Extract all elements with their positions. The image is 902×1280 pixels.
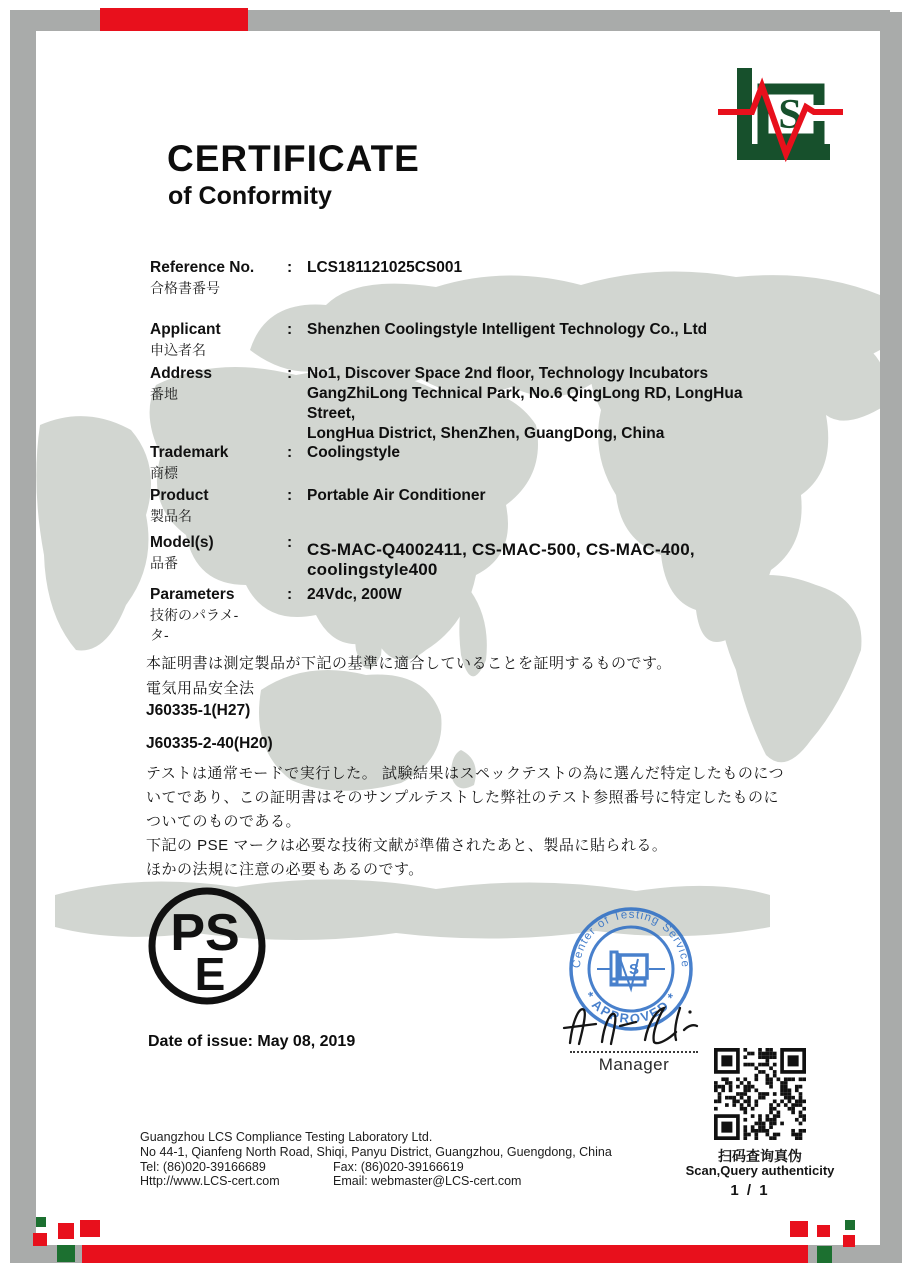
qr-code [714, 1048, 806, 1140]
deco-square-green-mid-left [57, 1245, 75, 1262]
footer-web: Http://www.LCS-cert.com [140, 1174, 280, 1188]
footer-company: Guangzhou LCS Compliance Testing Laboratory Ltd. [140, 1130, 433, 1144]
field-row-applicant [150, 320, 790, 360]
field-value-address [307, 364, 790, 444]
field-value-reference: LCS181121025CS001 [307, 259, 463, 276]
frame-right [880, 12, 902, 1263]
stamp-inner-letter: S [628, 961, 640, 978]
footer-address: No 44-1, Qianfeng North Road, Shiqi, Panyu District, Guangzhou, Guengdong, China [140, 1145, 612, 1159]
field-label: Applicant [150, 321, 221, 338]
pse-letters-ps: PS [170, 904, 240, 962]
deco-top-red-bar [100, 8, 248, 31]
field-value-parameters: 24Vdc, 200W [307, 586, 402, 603]
stamp-arc-top-text: Center of Testing Service [570, 908, 692, 969]
field-row-address [150, 364, 790, 444]
manager-signature [540, 988, 720, 1058]
deco-square-red-large-right [790, 1221, 808, 1237]
footer-tel: Tel: (86)020-39166689 [140, 1160, 266, 1174]
field-row-parameters [150, 585, 790, 645]
field-label: Model(s) [150, 534, 214, 551]
field-colon: : [287, 534, 293, 551]
qr-caption-zh: 扫码查询真伪 [718, 1148, 802, 1164]
standard-1: J60335-1(H27) [146, 702, 251, 719]
field-colon: : [287, 487, 293, 504]
field-row-models [150, 533, 790, 580]
deco-square-red-mid-right [817, 1225, 830, 1237]
certificate-title: CERTIFICATE [167, 138, 420, 179]
lcs-logo [700, 55, 890, 175]
field-colon: : [287, 259, 293, 276]
certificate-subtitle: of Conformity [168, 182, 332, 210]
field-label-ja-2: タ- [150, 627, 169, 643]
signature-role: Manager [598, 1055, 670, 1074]
deco-square-green-small-left [36, 1217, 46, 1227]
note-line-2: いてであり、この証明書はそのサンプルテストした弊社のテスト参照番号に特定したものに [146, 789, 779, 806]
footer-email: Email: webmaster@LCS-cert.com [333, 1174, 522, 1188]
address-line-2: GangZhiLong Technical Park, No.6 QingLong RD, LongHua Street, [307, 385, 743, 422]
deco-square-red-large-left [80, 1220, 100, 1237]
field-colon: : [287, 365, 293, 382]
field-colon: : [287, 444, 293, 461]
note-line-1: テストは通常モードで実行した。 試験結果はスペックテストの為に選んだ特定したものにつ [146, 765, 785, 782]
field-label-ja-1: 技術のパラメ- [150, 607, 239, 623]
field-label: Address [150, 365, 213, 382]
deco-square-red-small-left [33, 1233, 47, 1246]
field-label-ja: 合格書番号 [150, 280, 220, 296]
field-label: Parameters [150, 586, 235, 603]
frame-left [10, 10, 36, 1263]
field-label-ja: 申込者名 [150, 342, 206, 358]
note-line-3: ついてのものである。 [146, 813, 302, 830]
deco-bottom-red-band [82, 1245, 808, 1263]
standard-2: J60335-2-40(H20) [146, 735, 273, 752]
qr-caption-en: Scan,Query authenticity [685, 1163, 835, 1178]
signature-line [570, 1051, 698, 1053]
pse-letter-e: E [194, 948, 226, 1000]
note-line-4: 下記の PSE マークは必要な技術文献が準備されたあと、製品に貼られる。 [146, 837, 668, 854]
field-row-product [150, 486, 790, 526]
field-value-product: Portable Air Conditioner [307, 487, 486, 504]
qr-page-indicator: 1 / 1 [730, 1182, 770, 1199]
note-line-5: ほかの法規に注意の必要もあるのです。 [146, 861, 424, 878]
deco-square-red-small-right [843, 1235, 855, 1247]
field-label-ja: 製品名 [150, 508, 192, 524]
field-label-ja: 商標 [150, 465, 178, 481]
field-row-trademark [150, 443, 790, 483]
field-label: Reference No. [150, 259, 255, 276]
field-label-ja: 番地 [150, 386, 178, 402]
lcs-logo-letter-s: S [778, 92, 802, 138]
date-of-issue: Date of issue: May 08, 2019 [148, 1033, 356, 1050]
address-line-1: No1, Discover Space 2nd floor, Technology Incubators [307, 365, 709, 382]
pse-mark [146, 884, 270, 1010]
deco-square-green-small-right [845, 1220, 855, 1230]
deco-square-red-mid-left [58, 1223, 74, 1239]
field-label: Product [150, 487, 209, 504]
field-row-reference [150, 258, 790, 298]
field-value-applicant: Shenzhen Coolingstyle Intelligent Technology Co., Ltd [307, 321, 708, 338]
field-colon: : [287, 321, 293, 338]
footer-fax: Fax: (86)020-39166619 [333, 1160, 464, 1174]
statement-line-2: 電気用品安全法 [146, 680, 255, 697]
field-value-models: CS-MAC-Q4002411, CS-MAC-500, CS-MAC-400, coolingstyle400 [307, 540, 695, 579]
stamp-arc-bottom-text: * APPROVED * [581, 989, 681, 1027]
address-line-3: LongHua District, ShenZhen, GuangDong, China [307, 425, 665, 442]
field-value-trademark: Coolingstyle [307, 444, 401, 461]
field-label-ja: 品番 [150, 555, 178, 571]
deco-square-green-mid-right [817, 1246, 832, 1263]
field-label: Trademark [150, 444, 229, 461]
statement-line-1: 本証明書は測定製品が下記の基準に適合していることを証明するものです。 [146, 655, 672, 672]
field-colon: : [287, 586, 293, 603]
